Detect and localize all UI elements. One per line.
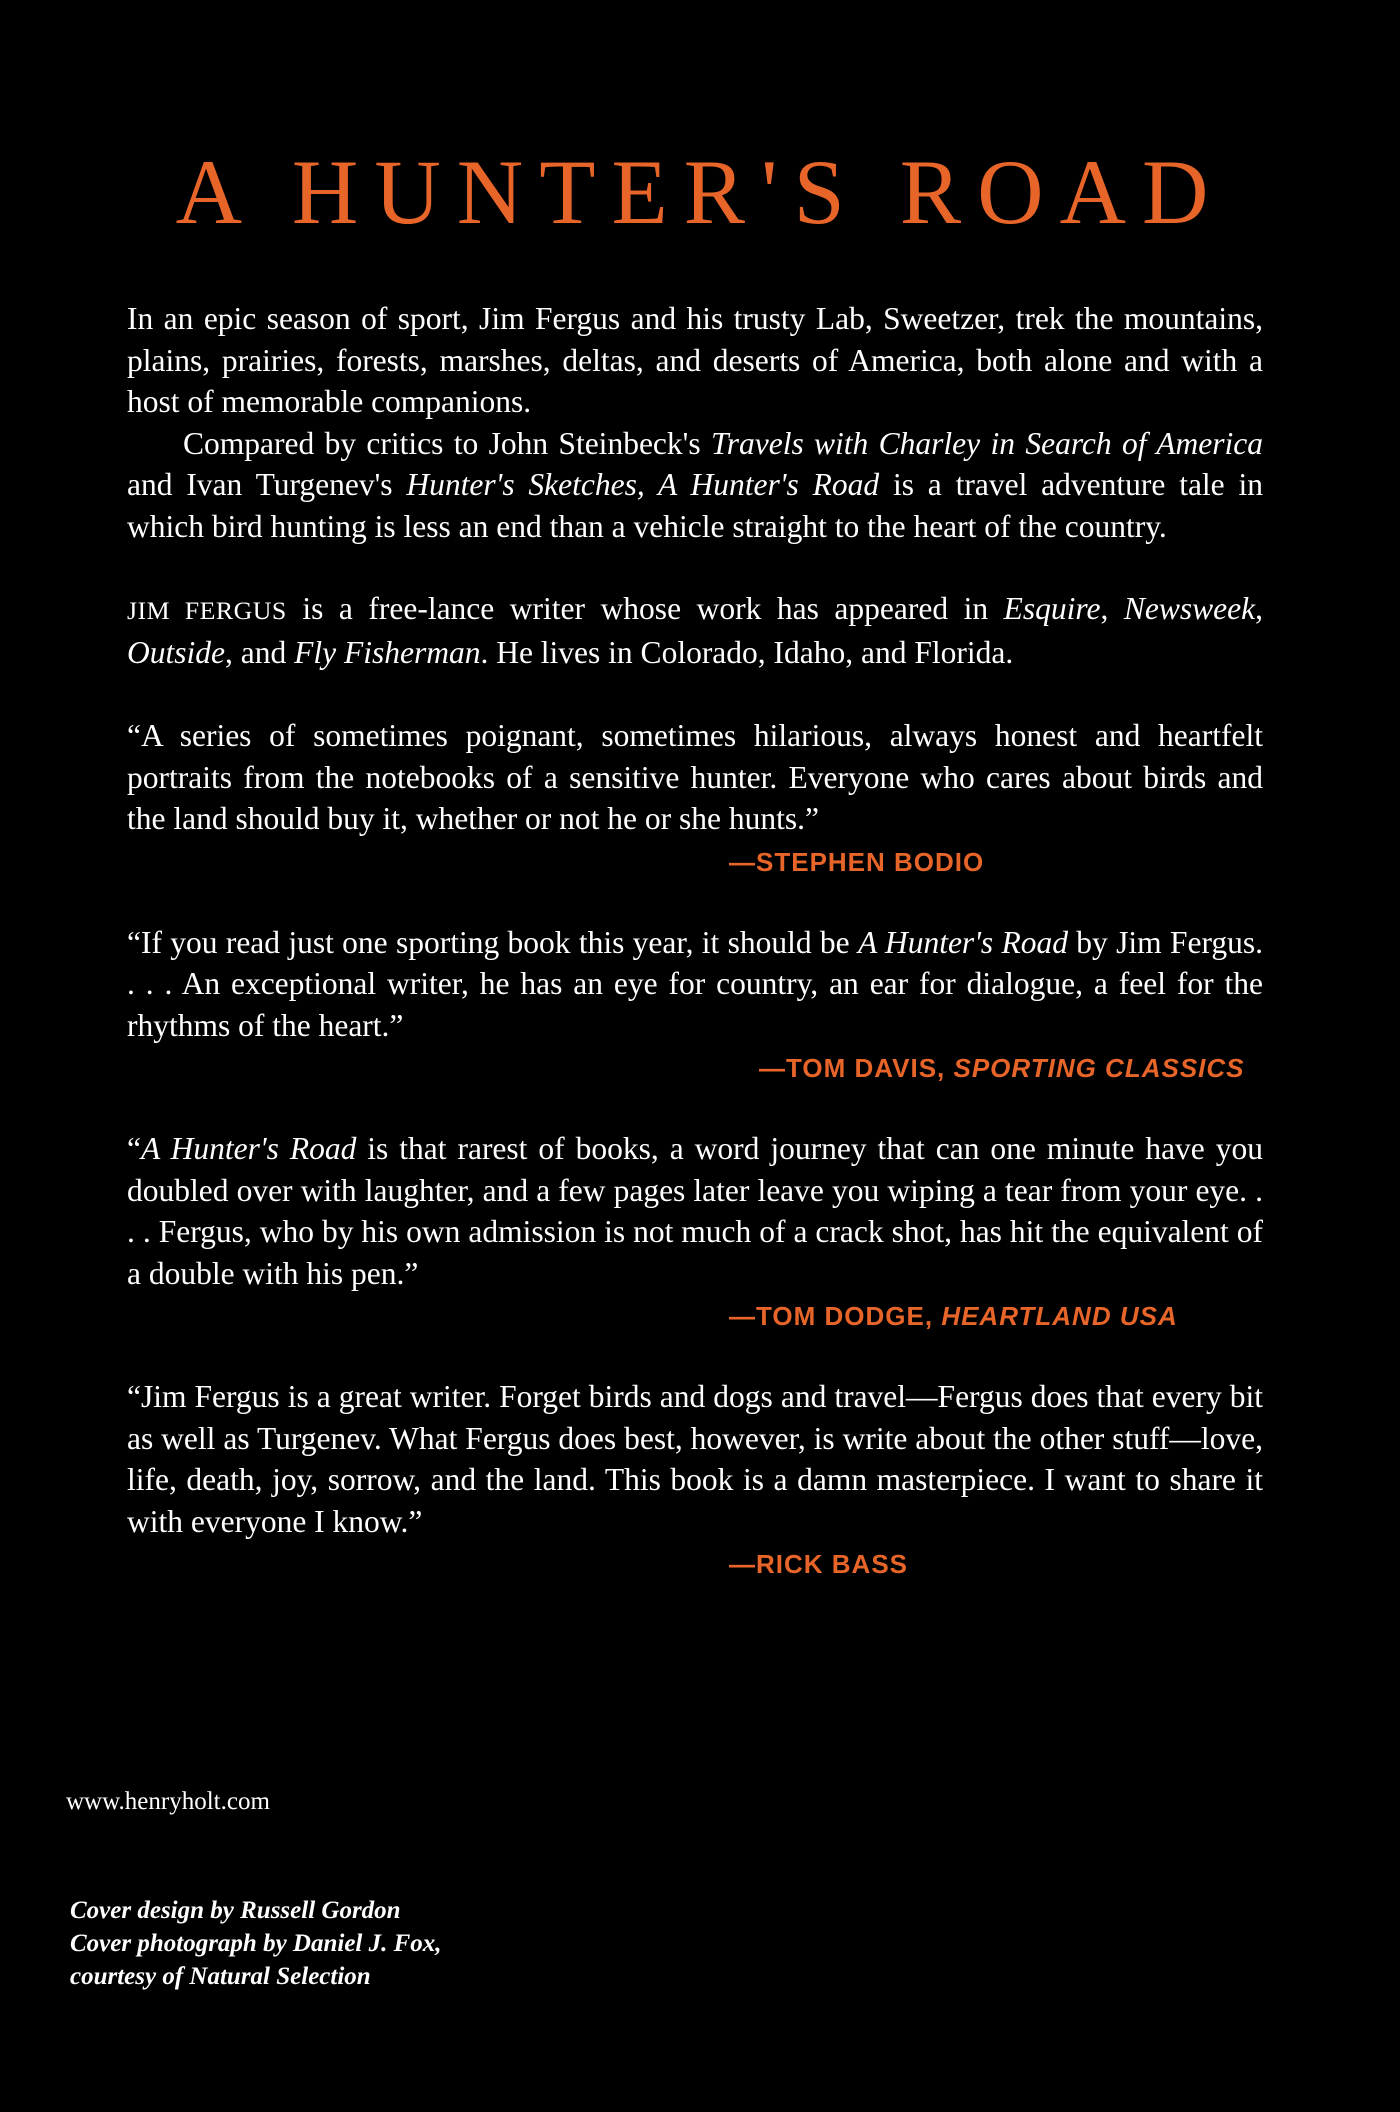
book-title: A HUNTER'S ROAD (175, 141, 1225, 243)
attribution-publication: SPORTING CLASSICS (953, 1053, 1245, 1083)
review-quote-1: “A series of sometimes poignant, sometimes hilarious, always honest and heartfelt portraits from the notebooks of a sensitive hunter. Everyone who cares about birds and the land should buy it, whether or not he or she hunts.” (127, 718, 1263, 836)
author-bio-text: , (1255, 591, 1263, 626)
attribution-name: —TOM DODGE, (729, 1301, 942, 1331)
quote-text: “If you read just one sporting book this year, it should be (127, 924, 858, 960)
description-paragraph-2 (127, 423, 1263, 548)
description-text: is a travel adventure tale in which bird hunting is less an end than a vehicle straight to the heart of the country. (127, 467, 1263, 544)
review-attribution-3 (127, 1298, 1263, 1334)
review-attribution-2 (127, 1050, 1263, 1086)
description-text: Compared by critics to John Steinbeck's (183, 425, 711, 461)
quote-text: is that rarest of books, a word journey that can one minute have you doubled over with laughter, and a few pages later leave you wiping a tear from your eye. . . . Fergus, who by his own admission is not much of a crack shot, has hit the equivalent of a double with his pen.” (127, 1131, 1264, 1291)
book-reference-steinbeck: Travels with Charley in Search of America (710, 425, 1263, 461)
attribution-name: —TOM DAVIS, (759, 1053, 954, 1083)
publication-name: Newsweek (1123, 591, 1256, 626)
description-text: and Ivan Turgenev's (127, 467, 407, 502)
book-reference-turgenev: Hunter's Sketches, A Hunter's Road (406, 467, 880, 502)
review-attribution-4: —RICK BASS (729, 1549, 909, 1579)
cover-photo-courtesy: courtesy of Natural Selection (70, 1963, 371, 1990)
review-quote-2 (127, 922, 1263, 1047)
back-cover-text (127, 298, 1263, 1582)
attribution-publication: HEARTLAND USA (941, 1301, 1178, 1331)
author-name: JIM FERGUS (127, 596, 287, 625)
quote-text: by Jim Fergus. . . . An exceptional writer, he has an eye for country, an ear for dialogue, a feel for the rhythms of the heart.” (127, 924, 1263, 1043)
quote-book-title: A Hunter's Road (140, 1131, 357, 1166)
review-quote-4: “Jim Fergus is a great writer. Forget birds and dogs and travel—Fergus does that every bit as well as Turgenev. What Fergus does best, however, is write about the other stuff—love, life, death, joy, sorrow, and the land. This book is a damn masterpiece. I want to share it with everyone I know.” (127, 1379, 1263, 1539)
cover-design-credit: Cover design by Russell Gordon (70, 1897, 401, 1924)
quote-text: “ (127, 1131, 141, 1166)
quote-book-title: A Hunter's Road (857, 924, 1068, 960)
publisher-website: www.henryholt.com (66, 1788, 270, 1815)
author-bio-text: is a free-lance writer whose work has appeared in (286, 591, 1004, 626)
publication-name: Outside (127, 634, 225, 670)
description-paragraph-1: In an epic season of sport, Jim Fergus and his trusty Lab, Sweetzer, trek the mountains, plains, prairies, forests, marshes, deltas, and deserts of America, both alone and with a host of memorable companions. (127, 301, 1263, 419)
cover-credits (70, 1894, 442, 1993)
author-bio-text: , (1100, 591, 1124, 626)
author-bio-text: . He lives in Colorado, Idaho, and Florida. (480, 634, 1014, 670)
author-bio (127, 588, 1263, 673)
review-attribution-1: —STEPHEN BODIO (729, 846, 985, 877)
author-bio-text: , and (225, 634, 295, 670)
publication-name: Esquire (1003, 591, 1101, 626)
publication-name: Fly Fisherman (294, 634, 481, 670)
cover-photo-credit: Cover photograph by Daniel J. Fox, (70, 1930, 442, 1957)
review-quote-3 (127, 1128, 1263, 1294)
